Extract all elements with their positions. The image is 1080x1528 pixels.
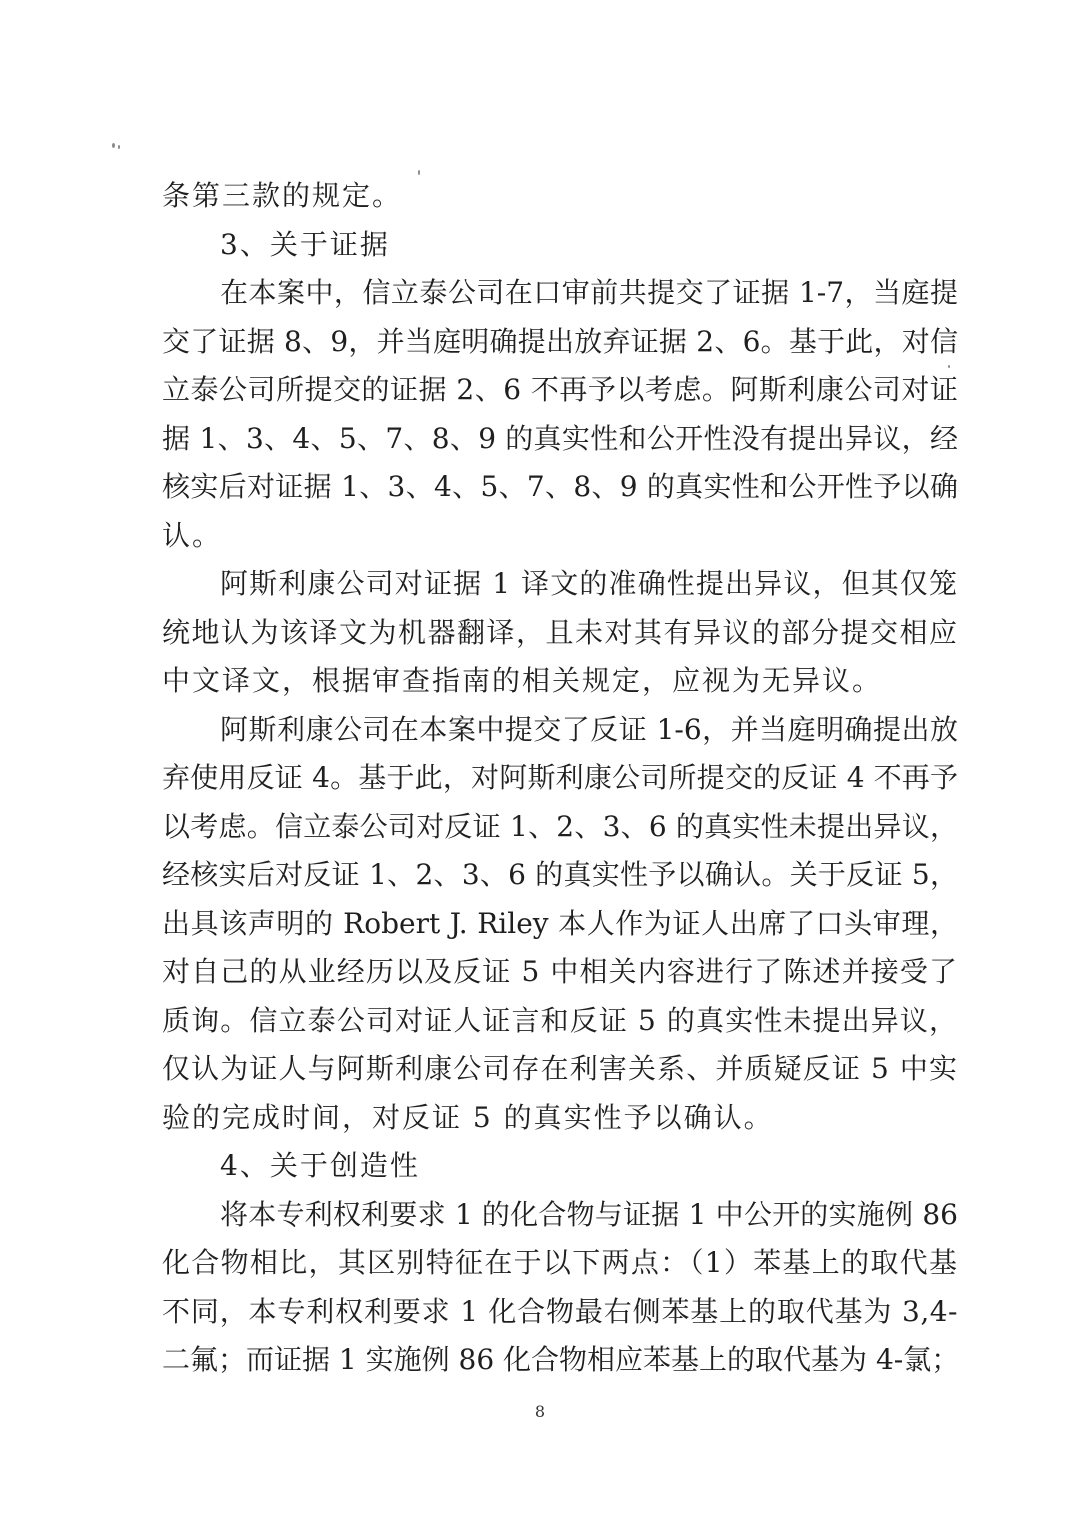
text-line: 4、关于创造性 — [220, 1149, 420, 1182]
text-line: 经核实后对反证 1、2、3、6 的真实性予以确认。关于反证 5， — [162, 858, 958, 891]
text-line: 核实后对证据 1、3、4、5、7、8、9 的真实性和公开性予以确 — [162, 470, 958, 503]
text-line: 中文译文，根据审查指南的相关规定，应视为无异议。 — [162, 664, 883, 697]
text-line: 仅认为证人与阿斯利康公司存在利害关系、并质疑反证 5 中实 — [162, 1052, 958, 1085]
text-line: 阿斯利康公司在本案中提交了反证 1-6，并当庭明确提出放 — [220, 712, 958, 746]
text-line: 以考虑。信立泰公司对反证 1、2、3、6 的真实性未提出异议， — [162, 809, 958, 843]
text-line: 阿斯利康公司对证据 1 译文的准确性提出异议，但其仅笼 — [220, 567, 958, 600]
text-line: 质询。信立泰公司对证人证言和反证 5 的真实性未提出异议， — [162, 1003, 958, 1037]
body-text — [162, 172, 958, 1385]
scan-speck — [112, 143, 115, 148]
text-line: 交了证据 8、9，并当庭明确提出放弃证据 2、6。基于此，对信 — [162, 324, 958, 358]
text-line: 条第三款的规定。 — [162, 179, 403, 212]
text-line: 认。 — [162, 518, 223, 552]
scan-speck — [118, 145, 120, 149]
text-line: 立泰公司所提交的证据 2、6 不再予以考虑。阿斯利康公司对证 — [162, 373, 959, 406]
page-number: 8 — [534, 1402, 546, 1421]
text-line: 对自己的从业经历以及反证 5 中相关内容进行了陈述并接受了 — [162, 955, 958, 988]
text-line: 化合物相比，其区别特征在于以下两点：（1）苯基上的取代基 — [162, 1246, 958, 1279]
text-line: 验的完成时间，对反证 5 的真实性予以确认。 — [162, 1100, 774, 1134]
text-line: 将本专利权利要求 1 的化合物与证据 1 中公开的实施例 86 — [220, 1197, 958, 1231]
text-line: 不同，本专利权利要求 1 化合物最右侧苯基上的取代基为 3,4- — [162, 1294, 958, 1328]
text-line: 弃使用反证 4。基于此，对阿斯利康公司所提交的反证 4 不再予 — [162, 761, 958, 794]
text-line: 二氟；而证据 1 实施例 86 化合物相应苯基上的取代基为 4-氯； — [162, 1343, 960, 1376]
text-line: 据 1、3、4、5、7、8、9 的真实性和公开性没有提出异议，经 — [162, 421, 958, 455]
text-line: 统地认为该译文为机器翻译，且未对其有异议的部分提交相应 — [162, 615, 959, 649]
text-line: 出具该声明的 Robert J. Riley 本人作为证人出席了口头审理， — [162, 906, 958, 940]
text-line: 3、关于证据 — [220, 227, 390, 261]
text-line: 在本案中，信立泰公司在口审前共提交了证据 1-7，当庭提 — [220, 276, 958, 309]
